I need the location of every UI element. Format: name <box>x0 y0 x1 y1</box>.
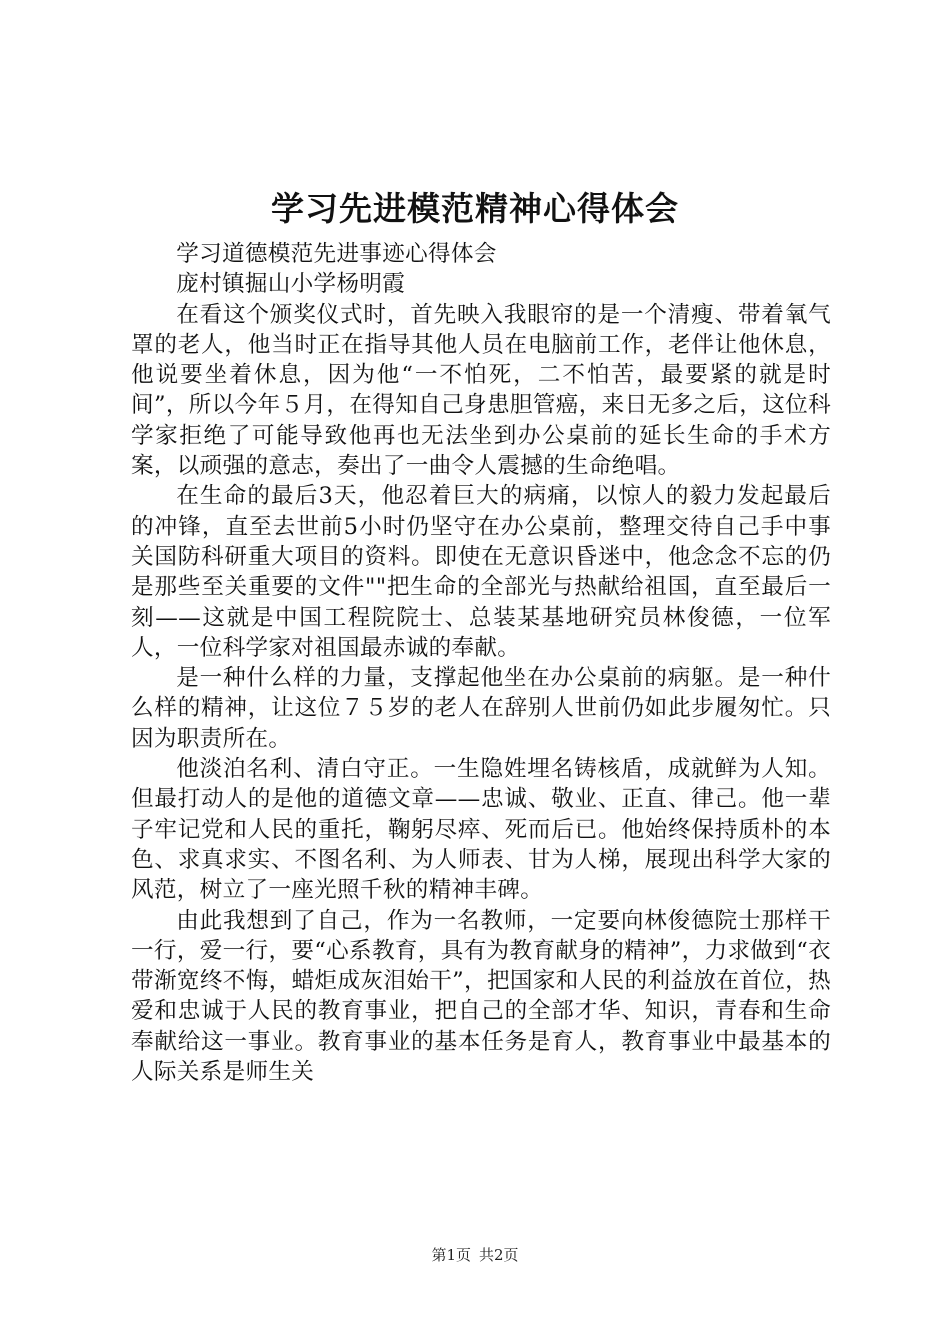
page-footer <box>0 1245 950 1265</box>
body-paragraph: 他淡泊名利、清白守正。一生隐姓埋名铸核盾，成就鲜为人知。但最打动人的是他的道德文章——忠诚、敬业、正直、律己。他一辈子牢记党和人民的重托，鞠躬尽瘁、死而后已。他始终保持质朴的本色、求真求实、不图名利、为人师表、甘为人梯，展现出科学大家的风范，树立了一座光照千秋的精神丰碑。 <box>131 756 831 904</box>
body-paragraph: 在看这个颁奖仪式时，首先映入我眼帘的是一个清瘦、带着氧气罩的老人，他当时正在指导其他人员在电脑前工作，老伴让他休息，他说要坐着休息，因为他“一不怕死，二不怕苦，最要紧的就是时间”，所以今年５月，在得知自己身患胆管癌，来日无多之后，这位科学家拒绝了可能导致他再也无法坐到办公桌前的延长生命的手术方案，以顽强的意志，奏出了一曲令人震撼的生命绝唱。 <box>131 301 831 480</box>
page-number: 第1页 <box>431 1246 471 1264</box>
document-title: 学习先进模范精神心得体会 <box>271 189 679 228</box>
page-total: 共2页 <box>479 1246 519 1264</box>
body-paragraph: 在生命的最后3天，他忍着巨大的病痛，以惊人的毅力发起最后的冲锋，直至去世前5小时仍坚守在办公桌前，整理交待自己手中事关国防科研重大项目的资料。即使在无意识昏迷中，他念念不忘的仍是那些至关重要的文件""把生命的全部光与热献给祖国，直至最后一刻——这就是中国工程院院士、总装某基地研究员林俊德，一位军人，一位科学家对祖国最赤诚的奉献。 <box>131 483 831 661</box>
document-body <box>131 239 831 1087</box>
document-subtitle: 学习道德模范先进事迹心得体会 <box>176 241 497 267</box>
body-paragraph: 由此我想到了自己，作为一名教师，一定要向林俊德院士那样干一行，爱一行，要“心系教育，具有为教育献身的精神”，力求做到“衣带渐宽终不悔，蜡炬成灰泪始干”，把国家和人民的利益放在首位，热爱和忠诚于人民的教育事业，把自己的全部才华、知识，青春和生命奉献给这一事业。教育事业的基本任务是育人，教育事业中最基本的人际关系是师生关 <box>131 907 831 1086</box>
body-paragraph: 是一种什么样的力量，支撑起他坐在办公桌前的病躯。是一种什么样的精神，让这位７５岁的老人在辞别人世前仍如此步履匆忙。只因为职责所在。 <box>131 665 831 752</box>
author-line: 庞村镇掘山小学杨明霞 <box>176 271 406 298</box>
